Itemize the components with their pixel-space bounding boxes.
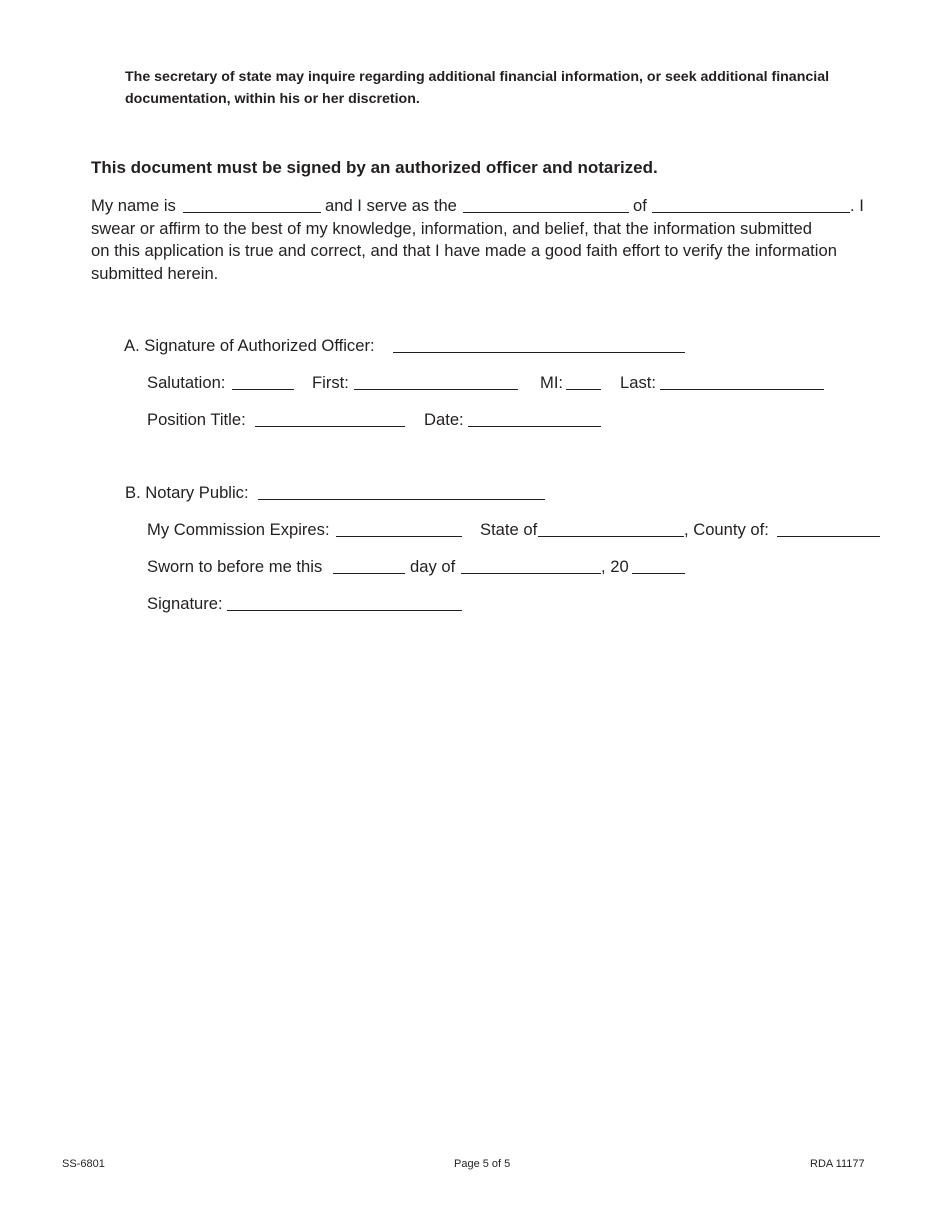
middle-initial-label: MI: <box>540 373 564 392</box>
sworn-year-field[interactable] <box>632 573 685 574</box>
oath-period-i: . I <box>850 196 864 215</box>
last-name-field[interactable] <box>660 389 824 390</box>
notary-signature-label: Signature: <box>147 594 223 613</box>
sworn-month-field[interactable] <box>461 573 601 574</box>
commission-expires-field[interactable] <box>336 536 462 537</box>
oath-line-2: swear or affirm to the best of my knowledge, information, and belief, that the information submitted <box>91 218 812 238</box>
state-of-label: State of <box>480 520 538 539</box>
date-field[interactable] <box>468 426 601 427</box>
form-number: SS-6801 <box>62 1158 105 1170</box>
date-label: Date: <box>424 410 464 429</box>
position-title-label: Position Title: <box>147 410 246 429</box>
middle-initial-field[interactable] <box>566 389 601 390</box>
state-field[interactable] <box>538 536 684 537</box>
notary-signature-field[interactable] <box>227 610 462 611</box>
county-field[interactable] <box>777 536 880 537</box>
oath-serve-label: and I serve as the <box>325 196 457 215</box>
day-of-label: day of <box>410 557 456 576</box>
oath-line-4: submitted herein. <box>91 263 219 283</box>
page-number: Page 5 of 5 <box>454 1158 511 1170</box>
position-title-field[interactable] <box>255 426 405 427</box>
salutation-label: Salutation: <box>147 373 226 392</box>
organization-field[interactable] <box>652 212 850 213</box>
officer-signature-field[interactable] <box>393 352 685 353</box>
financial-info-notice: The secretary of state may inquire regarding additional financial information, or seek additional financial documentation, within his or her discretion. <box>125 69 830 107</box>
oath-paragraph <box>91 195 891 285</box>
oath-line-3: on this application is true and correct, and that I have made a good faith effort to verify the information <box>91 241 837 260</box>
rda-number: RDA 11177 <box>810 1158 865 1170</box>
year-prefix-label: , 20 <box>601 557 629 576</box>
notary-public-field[interactable] <box>258 499 545 500</box>
officer-role-field[interactable] <box>463 212 629 213</box>
oath-my-name-label: My name is <box>91 196 176 215</box>
sworn-label: Sworn to before me this <box>147 557 323 576</box>
section-a-signature-label: A. Signature of Authorized Officer: <box>124 336 375 355</box>
commission-expires-label: My Commission Expires: <box>147 520 330 539</box>
county-of-label: , County of: <box>684 520 769 539</box>
officer-name-field[interactable] <box>183 212 321 213</box>
first-name-field[interactable] <box>354 389 518 390</box>
salutation-field[interactable] <box>232 389 294 390</box>
first-name-label: First: <box>312 373 349 392</box>
signature-requirement-heading: This document must be signed by an authorized officer and notarized. <box>91 158 658 177</box>
oath-line-1 <box>91 195 891 218</box>
section-b-notary-label: B. Notary Public: <box>125 483 249 502</box>
oath-of-label: of <box>633 196 647 215</box>
sworn-day-field[interactable] <box>333 573 405 574</box>
last-name-label: Last: <box>620 373 656 392</box>
